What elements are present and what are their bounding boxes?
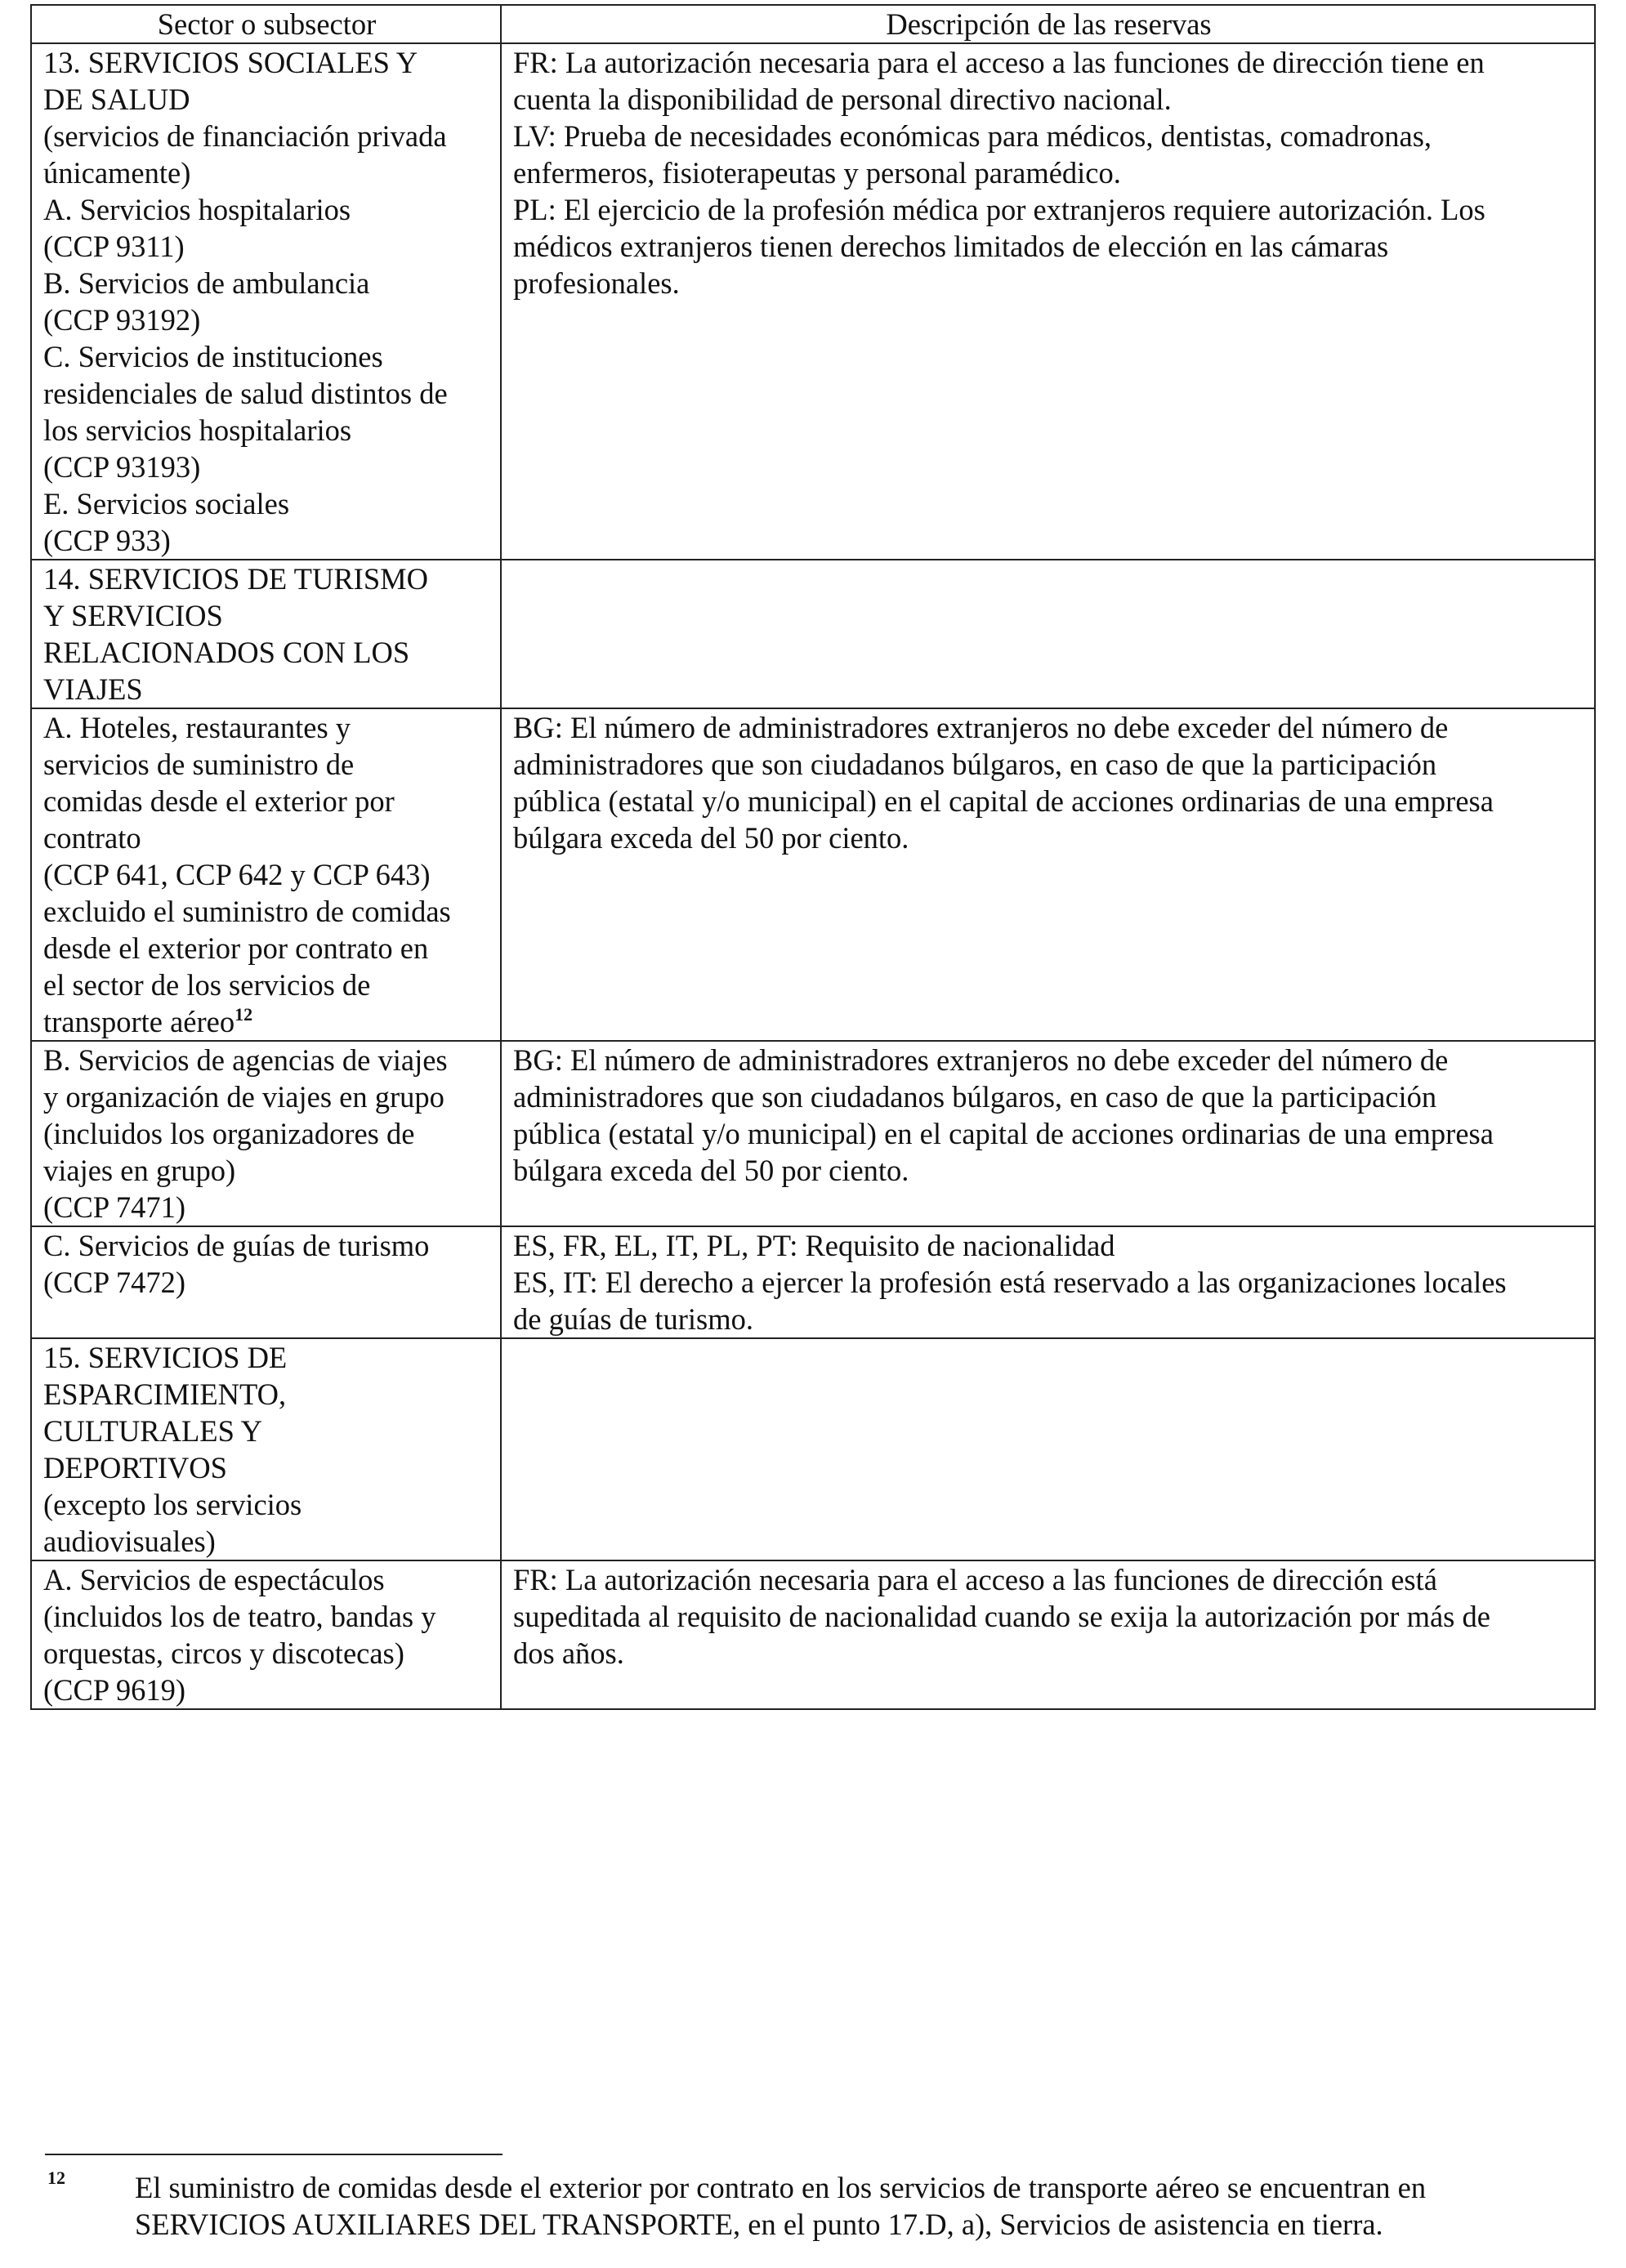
sector-line: audiovisuales) bbox=[43, 1525, 216, 1558]
sector-line: (CCP 7472) bbox=[43, 1266, 186, 1299]
description-line: BG: El número de administradores extranjeros no debe exceder del número de bbox=[513, 711, 1449, 744]
header-description: Descripción de las reservas bbox=[501, 5, 1595, 43]
sector-cell bbox=[31, 1041, 501, 1226]
description-line: LV: Prueba de necesidades económicas para médicos, dentistas, comadronas, bbox=[513, 119, 1432, 153]
sector-line: A. Servicios de espectáculos bbox=[43, 1563, 385, 1596]
sector-line: (CCP 93193) bbox=[43, 450, 201, 484]
description-cell bbox=[501, 1041, 1595, 1226]
description-line: de guías de turismo. bbox=[513, 1302, 753, 1336]
description-line: dos años. bbox=[513, 1636, 624, 1670]
description-line: ES, IT: El derecho a ejercer la profesión está reservado a las organizaciones locales bbox=[513, 1266, 1507, 1299]
sector-line: 15. SERVICIOS DE bbox=[43, 1341, 288, 1374]
sector-cell bbox=[31, 708, 501, 1041]
sector-line: A. Hoteles, restaurantes y bbox=[43, 711, 351, 744]
description-line: profesionales. bbox=[513, 266, 680, 300]
sector-line: viajes en grupo) bbox=[43, 1154, 236, 1187]
sector-line: C. Servicios de instituciones bbox=[43, 340, 383, 373]
table-row bbox=[31, 1338, 1595, 1560]
description-line: cuenta la disponibilidad de personal directivo nacional. bbox=[513, 83, 1172, 116]
description-line: médicos extranjeros tienen derechos limitados de elección en las cámaras bbox=[513, 230, 1389, 263]
sector-line: Y SERVICIOS bbox=[43, 599, 223, 632]
sector-line: (CCP 9311) bbox=[43, 230, 185, 263]
sector-line: orquestas, circos y discotecas) bbox=[43, 1636, 404, 1670]
table-row bbox=[31, 560, 1595, 708]
description-line: búlgara exceda del 50 por ciento. bbox=[513, 1154, 909, 1187]
sector-line: desde el exterior por contrato en bbox=[43, 931, 429, 965]
footnote-line: SERVICIOS AUXILIARES DEL TRANSPORTE, en el punto 17.D, a), Servicios de asistencia en tierra. bbox=[135, 2208, 1383, 2241]
description-cell bbox=[501, 1338, 1595, 1560]
sector-line: (CCP 9619) bbox=[43, 1673, 186, 1707]
sector-line: (CCP 933) bbox=[43, 524, 171, 557]
sector-line: contrato bbox=[43, 821, 141, 855]
description-cell bbox=[501, 708, 1595, 1041]
sector-line: B. Servicios de agencias de viajes bbox=[43, 1043, 448, 1077]
sector-cell bbox=[31, 1560, 501, 1709]
footnote-line: El suministro de comidas desde el exterior por contrato en los servicios de transporte aéreo se encuentran en bbox=[135, 2171, 1427, 2204]
footnote-text bbox=[135, 2169, 1589, 2243]
reservations-table bbox=[30, 4, 1596, 1710]
table-row bbox=[31, 43, 1595, 560]
sector-line: (CCP 641, CCP 642 y CCP 643) bbox=[43, 858, 431, 891]
description-line: búlgara exceda del 50 por ciento. bbox=[513, 821, 909, 855]
header-sector: Sector o subsector bbox=[31, 5, 501, 43]
sector-line: DE SALUD bbox=[43, 83, 190, 116]
description-line: FR: La autorización necesaria para el acceso a las funciones de dirección está bbox=[513, 1563, 1437, 1596]
sector-line: VIAJES bbox=[43, 672, 143, 706]
description-line: BG: El número de administradores extranjeros no debe exceder del número de bbox=[513, 1043, 1449, 1077]
description-line: supeditada al requisito de nacionalidad cuando se exija la autorización por más de bbox=[513, 1600, 1490, 1633]
description-cell bbox=[501, 1560, 1595, 1709]
description-line: pública (estatal y/o municipal) en el capital de acciones ordinarias de una empresa bbox=[513, 1117, 1494, 1150]
sector-cell bbox=[31, 560, 501, 708]
description-cell bbox=[501, 560, 1595, 708]
sector-line-with-footnote bbox=[43, 1003, 490, 1040]
sector-line: (incluidos los de teatro, bandas y bbox=[43, 1600, 436, 1633]
sector-line: (CCP 7471) bbox=[43, 1190, 186, 1224]
sector-line: (servicios de financiación privada bbox=[43, 119, 447, 153]
sector-line: servicios de suministro de bbox=[43, 748, 355, 781]
sector-line: comidas desde el exterior por bbox=[43, 784, 395, 818]
sector-line: C. Servicios de guías de turismo bbox=[43, 1229, 430, 1262]
sector-line: el sector de los servicios de bbox=[43, 968, 371, 1002]
sector-line: RELACIONADOS CON LOS bbox=[43, 636, 410, 669]
footnote-number: 12 bbox=[47, 2168, 65, 2188]
sector-line: 14. SERVICIOS DE TURISMO bbox=[43, 562, 428, 596]
description-line: FR: La autorización necesaria para el acceso a las funciones de dirección tiene en bbox=[513, 46, 1485, 79]
sector-line: (incluidos los organizadores de bbox=[43, 1117, 415, 1150]
sector-line: residenciales de salud distintos de bbox=[43, 377, 448, 410]
footnote-separator bbox=[45, 2154, 503, 2155]
sector-line: B. Servicios de ambulancia bbox=[43, 266, 370, 300]
sector-line: CULTURALES Y bbox=[43, 1414, 263, 1448]
footnote-reference[interactable]: 12 bbox=[235, 1004, 253, 1025]
sector-cell bbox=[31, 1338, 501, 1560]
sector-cell bbox=[31, 43, 501, 560]
table-header-row bbox=[31, 5, 1595, 43]
sector-line: excluido el suministro de comidas bbox=[43, 895, 451, 928]
description-line: administradores que son ciudadanos búlgaros, en caso de que la participación bbox=[513, 1080, 1437, 1114]
description-line: ES, FR, EL, IT, PL, PT: Requisito de nacionalidad bbox=[513, 1229, 1115, 1262]
sector-line: los servicios hospitalarios bbox=[43, 413, 352, 447]
sector-line: DEPORTIVOS bbox=[43, 1451, 227, 1484]
sector-line: únicamente) bbox=[43, 156, 191, 190]
description-cell bbox=[501, 43, 1595, 560]
description-line: enfermeros, fisioterapeutas y personal paramédico. bbox=[513, 156, 1121, 190]
table-row bbox=[31, 1041, 1595, 1226]
table-row bbox=[31, 708, 1595, 1041]
sector-cell bbox=[31, 1226, 501, 1338]
sector-line: A. Servicios hospitalarios bbox=[43, 193, 351, 226]
sector-line: 13. SERVICIOS SOCIALES Y bbox=[43, 46, 418, 79]
description-cell bbox=[501, 1226, 1595, 1338]
sector-line: (CCP 93192) bbox=[43, 303, 201, 337]
sector-line-text: transporte aéreo bbox=[43, 1005, 235, 1038]
description-line: pública (estatal y/o municipal) en el capital de acciones ordinarias de una empresa bbox=[513, 784, 1494, 818]
sector-line: y organización de viajes en grupo bbox=[43, 1080, 444, 1114]
sector-line: E. Servicios sociales bbox=[43, 487, 290, 520]
sector-line: ESPARCIMIENTO, bbox=[43, 1377, 287, 1411]
table-row bbox=[31, 1560, 1595, 1709]
table-row bbox=[31, 1226, 1595, 1338]
sector-line: (excepto los servicios bbox=[43, 1488, 302, 1521]
description-line: PL: El ejercicio de la profesión médica por extranjeros requiere autorización. Los bbox=[513, 193, 1485, 226]
description-line: administradores que son ciudadanos búlgaros, en caso de que la participación bbox=[513, 748, 1437, 781]
